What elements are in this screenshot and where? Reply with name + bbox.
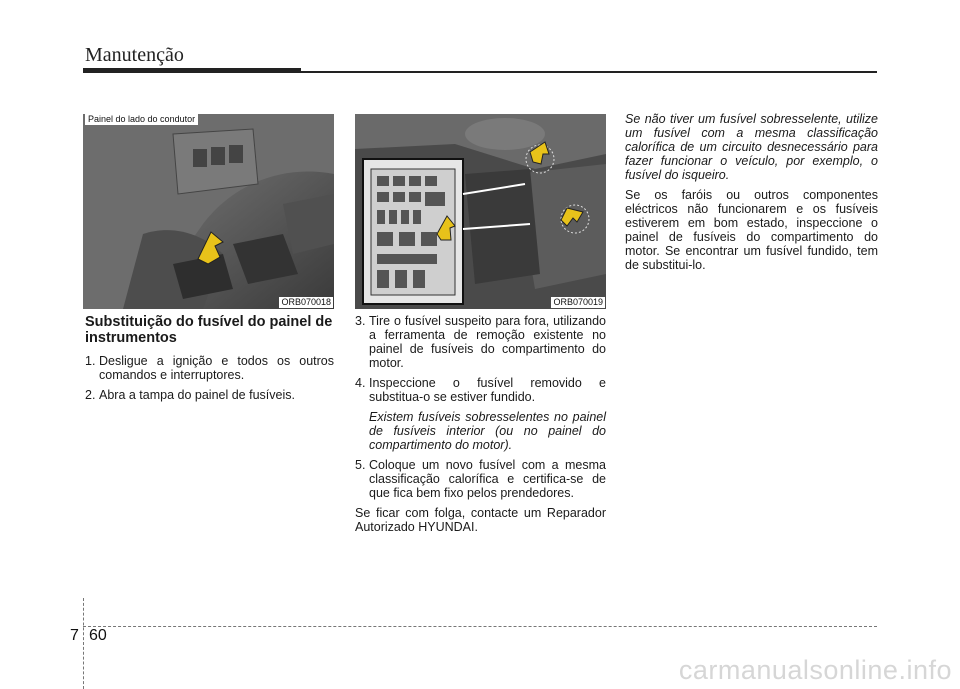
footer-rule [83,626,877,627]
page-number: 60 [89,627,107,644]
figure-driver-panel [83,114,334,309]
list-item: 5. Coloque um novo fusível com a mesma classificação calorífica e certifica-se de que fica bem fixo pelos prendedores. [355,458,606,500]
closing-paragraph: Se ficar com folga, contacte um Reparador Autorizado HYUNDAI. [355,506,606,534]
figure-engine-fusebox [355,114,606,309]
engine-fusebox-illustration [355,114,606,309]
footer-vertical-rule [83,598,84,689]
list-item: 4. Inspeccione o fusível removido e substitua-o se estiver fundido. [355,376,606,404]
column-1 [85,314,334,408]
figure-caption: Painel do lado do condutor [85,114,198,125]
figure-code: ORB070018 [281,297,331,307]
list-item: 1. Desligue a ignição e todos os outros comandos e interruptores. [85,354,334,382]
watermark: carmanualsonline.info [678,655,952,685]
figure-code: ORB070019 [553,297,603,307]
chapter-number: 7 [70,627,79,644]
header-rule-thin [301,71,877,73]
section-title: Manutenção [85,44,184,66]
header-rule-thick [83,68,301,73]
body-paragraph: Se os faróis ou outros componentes eléctricos não funcionarem e os fusíveis estiverem em bom estado, inspeccione o painel de fusíveis do compartimento do motor. Se encontrar um fusível fundido, tem de substitui-lo. [625,188,878,272]
list-item: 2. Abra a tampa do painel de fusíveis. [85,388,295,402]
column-2 [355,314,606,540]
section-heading: Substituição do fusível do painel de instrumentos [85,314,333,346]
driver-panel-illustration [83,114,334,309]
list-item: 3. Tire o fusível suspeito para fora, utilizando a ferramenta de remoção existente no painel de fusíveis do compartimento do motor. [355,314,606,370]
italic-note: Se não tiver um fusível sobresselente, utilize um fusível com a mesma classificação calorífica de um circuito desnecessário para fazer funcionar o veículo, por exemplo, o fusível do isqueiro. [625,112,878,182]
italic-note: Existem fusíveis sobresselentes no painel de fusíveis interior (ou no painel do compartimento do motor). [369,410,606,452]
column-3 [625,112,878,278]
